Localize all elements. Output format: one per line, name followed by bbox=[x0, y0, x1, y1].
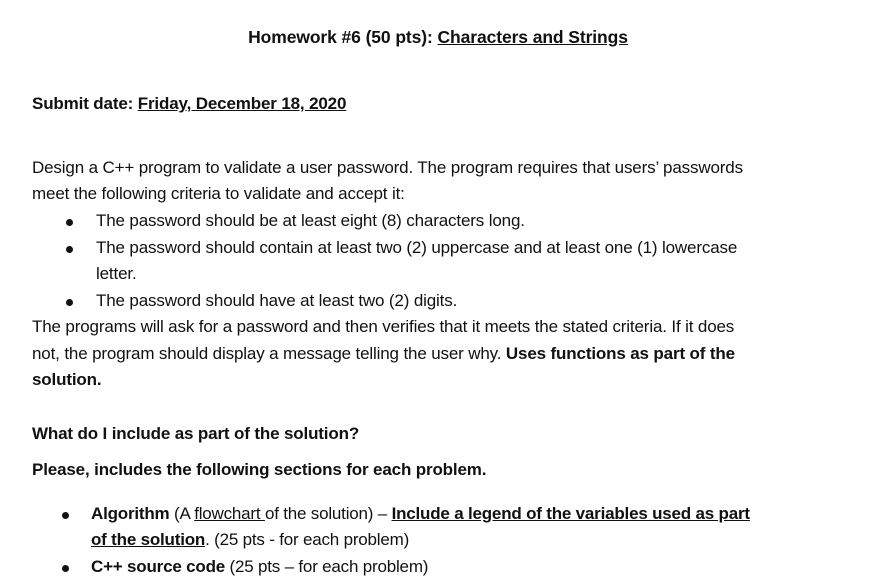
submit-date: Friday, December 18, 2020 bbox=[137, 94, 347, 113]
bullet-icon bbox=[62, 565, 69, 572]
criteria-item-1: The password should be at least eight (8) characters long. bbox=[96, 211, 525, 230]
description-line-3: solution. bbox=[32, 370, 102, 389]
section-item-1-line-1: Algorithm (A flowchart of the solution) – Include a legend of the variables used as part bbox=[91, 504, 750, 523]
bullet-icon bbox=[66, 219, 73, 226]
intro-line-2: meet the following criteria to validate and accept it: bbox=[32, 184, 405, 203]
flowchart-link: flowchart bbox=[194, 504, 265, 523]
algorithm-label: Algorithm bbox=[91, 504, 170, 523]
criteria-item-2-line-1: The password should contain at least two (2) uppercase and at least one (1) lowercase bbox=[96, 238, 738, 257]
legend-requirement: Include a legend of the variables used as part bbox=[391, 504, 750, 523]
question-heading: What do I include as part of the solution? bbox=[32, 424, 360, 443]
description-bold: Uses functions as part of the bbox=[505, 344, 735, 363]
title-prefix: Homework #6 (50 pts): bbox=[248, 27, 433, 47]
description-line-1: The programs will ask for a password and then verifies that it meets the stated criteria. If it does bbox=[32, 317, 735, 336]
title-topic: Characters and Strings bbox=[437, 27, 628, 47]
description-text: not, the program should display a message telling the user why. bbox=[32, 344, 502, 363]
intro-line-1: Design a C++ program to validate a user password. The program requires that users’ passwords bbox=[32, 158, 743, 177]
section-item-2: C++ source code (25 pts – for each problem) bbox=[91, 557, 429, 576]
bullet-icon bbox=[62, 512, 69, 519]
criteria-item-2-line-2: letter. bbox=[96, 264, 137, 283]
criteria-item-3: The password should have at least two (2) digits. bbox=[96, 291, 458, 310]
submit-label: Submit date: bbox=[32, 94, 134, 113]
page-title bbox=[0, 27, 876, 48]
legend-requirement-cont: of the solution bbox=[91, 530, 206, 549]
bullet-icon bbox=[66, 299, 73, 306]
submit-date-line bbox=[32, 94, 346, 114]
instruction-text: Please, includes the following sections for each problem. bbox=[32, 460, 487, 479]
description-line-2 bbox=[32, 344, 735, 364]
source-code-label: C++ source code bbox=[91, 557, 226, 576]
section-item-1-line-2: of the solution. (25 pts - for each problem) bbox=[91, 530, 410, 549]
bullet-icon bbox=[66, 246, 73, 253]
